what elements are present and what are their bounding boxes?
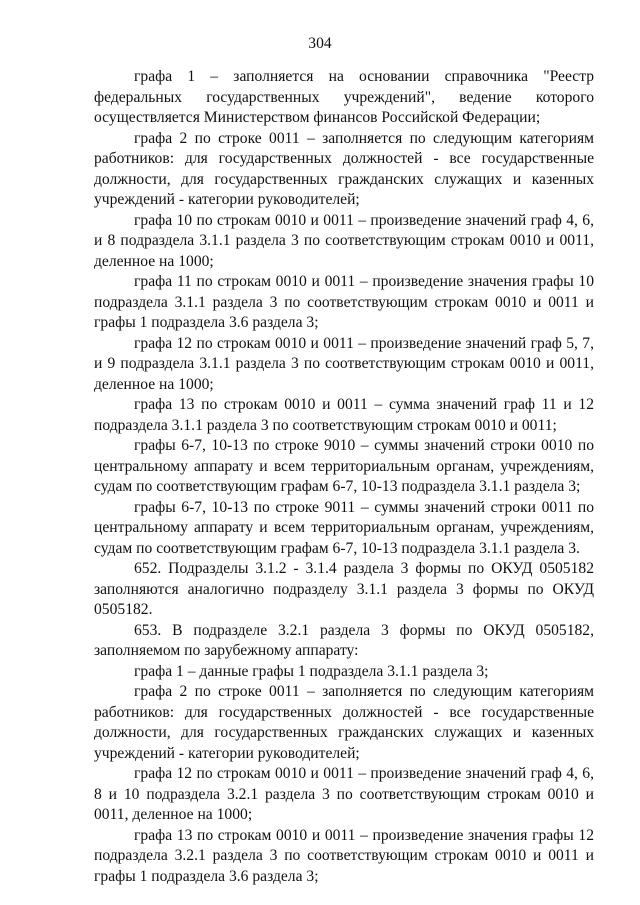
paragraph-grafa-2: графа 2 по строке 0011 – заполняется по следующим категориям работников: для государственных должностей - все государственные должности, для государственных гражданских служащих и казенных учреждений - категории руководителей;	[94, 129, 594, 208]
paragraph-653-grafa-13: графа 13 по строкам 0010 и 0011 – произведение значения графы 12 подраздела 3.2.1 раздела 3 по соответствующим строкам 0010 и 0011 и графы 1 подраздела 3.6 раздела 3;	[94, 826, 594, 885]
paragraph-grafa-11: графа 11 по строкам 0010 и 0011 – произведение значения графы 10 подраздела 3.1.1 раздела 3 по соответствующим строкам 0010 и 0011 и графы 1 подраздела 3.6 раздела 3;	[94, 273, 594, 331]
paragraph-section-653: 653. В подразделе 3.2.1 раздела 3 формы по ОКУД 0505182, заполняемом по зарубежному аппарату:	[94, 621, 594, 659]
paragraph-grafy-9011: графы 6-7, 10-13 по строке 9011 – суммы значений строки 0011 по центральному аппарату и всем территориальным органам, учреждениям, судам по соответствующим графам 6-7, 10-13 подраздела 3.1.1 раздела 3.	[94, 498, 594, 557]
page-number: 304	[308, 35, 332, 52]
paragraph-grafa-1: графа 1 – заполняется на основании справочника "Реестр федеральных государственных учреждений", ведение которого осуществляется Министерством финансов Российской Федерации;	[94, 68, 594, 126]
paragraph-grafy-9010: графы 6-7, 10-13 по строке 9010 – суммы значений строки 0010 по центральному аппарату и всем территориальным органам, учреждениям, судам по соответствующим графам 6-7, 10-13 подраздела 3.1.1 раздела 3;	[94, 437, 594, 495]
paragraph-grafa-12: графа 12 по строкам 0010 и 0011 – произведение значений граф 5, 7, и 9 подраздела 3.1.1 раздела 3 по соответствующим строкам 0010 и 0011, деленное на 1000;	[94, 334, 594, 393]
paragraph-section-652: 652. Подразделы 3.1.2 - 3.1.4 раздела 3 формы по ОКУД 0505182 заполняются аналогично подразделу 3.1.1 раздела 3 формы по ОКУД 0505182.	[94, 560, 594, 618]
paragraph-grafa-13: графа 13 по строкам 0010 и 0011 – сумма значений граф 11 и 12 подраздела 3.1.1 раздела 3 по соответствующим строкам 0010 и 0011;	[94, 396, 594, 434]
paragraph-653-grafa-12: графа 12 по строкам 0010 и 0011 – произведение значений граф 4, 6, 8 и 10 подраздела 3.2.1 раздела 3 по соответствующим строкам 0010 и 0011, деленное на 1000;	[94, 765, 594, 823]
paragraph-653-grafa-2: графа 2 по строке 0011 – заполняется по следующим категориям работников: для государственных должностей - все государственные должности, для государственных гражданских служащих и казенных учреждений - категории руководителей;	[94, 683, 594, 762]
paragraph-grafa-10: графа 10 по строкам 0010 и 0011 – произведение значений граф 4, 6, и 8 подраздела 3.1.1 раздела 3 по соответствующим строкам 0010 и 0011, деленное на 1000;	[94, 211, 594, 270]
paragraph-653-grafa-1: графа 1 – данные графы 1 подраздела 3.1.1 раздела 3;	[134, 662, 489, 680]
document-body	[94, 67, 594, 887]
